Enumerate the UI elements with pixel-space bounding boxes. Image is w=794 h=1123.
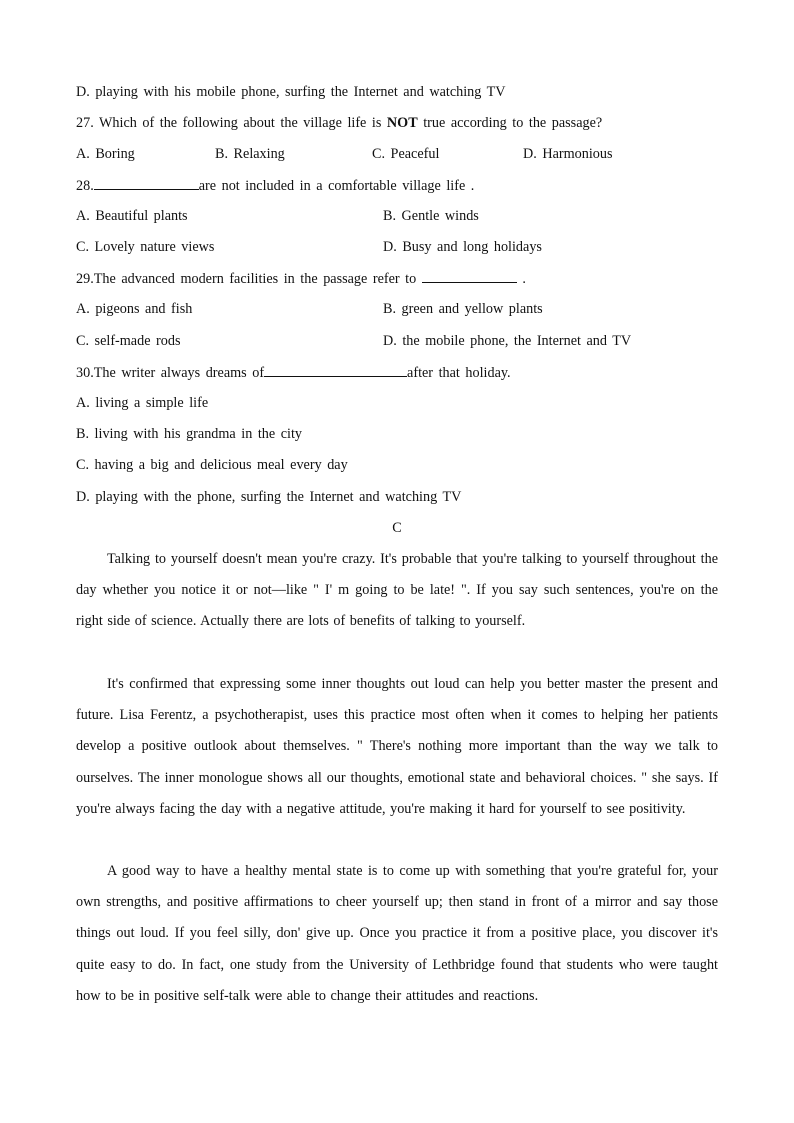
q28-options-row-2 [0,238,794,256]
q27-option-a: A. Boring [76,146,135,162]
q29-stem-before: 29.The advanced modern facilities in the passage refer to [76,271,422,287]
q27-stem-after: true according to the passage? [417,115,603,131]
q29-stem-after: . [516,271,526,287]
section-heading: C [392,520,402,536]
q27-option-d: D. Harmonious [523,146,613,162]
q27-stem-before: 27. Which of the following about the village life is [76,115,387,131]
q29-option-a: A. pigeons and fish [76,301,193,317]
q30-stem [76,363,511,382]
q30-option-b: B. living with his grandma in the city [76,426,303,442]
passage-paragraph-1 [76,544,718,638]
q29-options-row-1 [0,300,794,318]
paragraph-2-text: It's confirmed that expressing some inner thoughts out loud can help you better master the present and future. Lisa Ferentz, a psychotherapist, uses this practice most often when it comes to helping her patients develop a positive outlook about themselves. " There's nothing more important than the way we talk to ourselves. The inner monologue shows all our thoughts, emotional state and behavioral choices. " she says. If you're always facing the day with a negative attitude, you're making it hard for yourself to see positivity. [76,676,718,817]
paragraph-1-text: Talking to yourself doesn't mean you're crazy. It's probable that you're talking to yourself throughout the day whether you notice it or not—like " I' m going to be late! ". If you say such sentences, you're on the right side of science. Actually there are lots of benefits of talking to yourself. [76,551,718,630]
q30-option-a: A. living a simple life [76,395,209,411]
q29-option-c: C. self-made rods [76,333,181,349]
q27-option-c: C. Peaceful [372,146,440,162]
q30-answer-blank [264,363,407,377]
q28-number: 28. [76,178,94,194]
q27-options [0,145,794,163]
q26-option-d: D. playing with his mobile phone, surfing the Internet and watching TV [76,84,506,100]
q29-answer-blank [422,269,517,283]
paragraph-3-text: A good way to have a healthy mental state is to come up with something that you're grateful for, your own strengths, and positive affirmations to cheer yourself up; then stand in front of a mirror and say those things out loud. If you feel silly, don' give up. Once you practice it from a positive place, you discover it's quite easy to do. In fact, one study from the University of Lethbridge found that students who were taught how to be in positive self-talk were able to change their attitudes and reactions. [76,863,718,1004]
q29-option-b: B. green and yellow plants [383,301,543,317]
q30-stem-after: after that holiday. [407,365,511,381]
passage-paragraph-3 [76,856,718,1012]
q30-option-c: C. having a big and delicious meal every day [76,457,348,473]
q30-option-d: D. playing with the phone, surfing the Internet and watching TV [76,489,462,505]
q28-options-row-1 [0,207,794,225]
q28-answer-blank [94,176,199,190]
q29-option-d: D. the mobile phone, the Internet and TV [383,333,632,349]
q30-stem-before: 30.The writer always dreams of [76,365,265,381]
q28-option-d: D. Busy and long holidays [383,239,542,255]
passage-paragraph-2 [76,669,718,825]
q28-stem [76,176,474,195]
q28-option-b: B. Gentle winds [383,208,479,224]
q27-stem-bold: NOT [386,115,418,131]
q28-option-a: A. Beautiful plants [76,208,188,224]
q27-stem [76,114,602,132]
q28-option-c: C. Lovely nature views [76,239,215,255]
q29-options-row-2 [0,332,794,350]
q29-stem [76,269,526,288]
q28-stem-after: are not included in a comfortable village life . [198,178,475,194]
q27-option-b: B. Relaxing [215,146,285,162]
